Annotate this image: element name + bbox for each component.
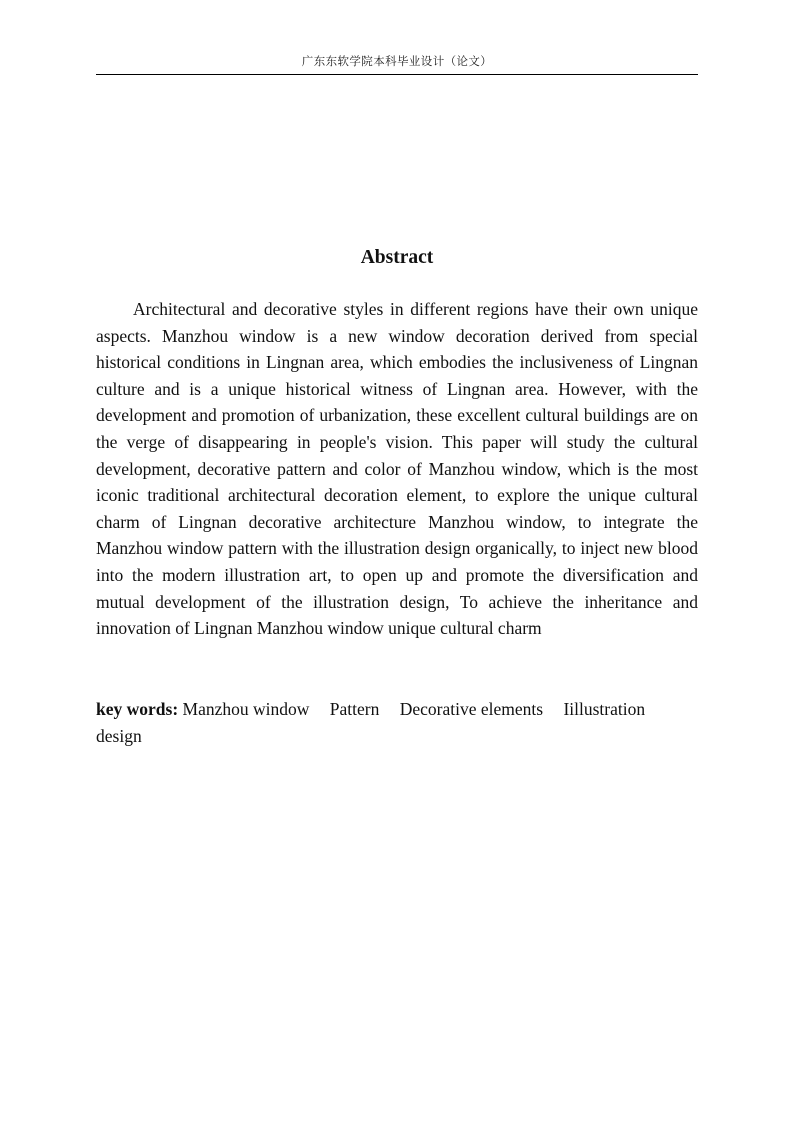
keyword-item: Iillustration design: [96, 699, 646, 746]
abstract-body: Architectural and decorative styles in different regions have their own unique aspects. Manzhou window is a new window decoration derived from special historical conditions in Lingnan area, which embodies the inclusiveness of Lingnan culture and is a unique historical witness of Lingnan area. However, with the development and promotion of urbanization, these excellent cultural buildings are on the verge of disappearing in people's vision. This paper will study the cultural development, decorative pattern and color of Manzhou window, which is the most iconic traditional architectural decoration element, to explore the unique cultural charm of Lingnan decorative architecture Manzhou window, to integrate the Manzhou window pattern with the illustration design organically, to inject new blood into the modern illustration art, to open up and promote the diversification and mutual development of the illustration design, To achieve the inheritance and innovation of Lingnan Manzhou window unique cultural charm: [96, 299, 698, 639]
keyword-item: Manzhou window: [182, 699, 310, 719]
keyword-item: Decorative elements: [399, 699, 544, 719]
abstract-title: Abstract: [360, 247, 434, 268]
keyword-item: Pattern: [329, 699, 380, 719]
keywords-line: [96, 696, 698, 749]
keywords-label: key words:: [96, 699, 179, 719]
header-text: 广东东软学院本科毕业设计（论文）: [301, 56, 493, 68]
page-header: [96, 54, 698, 75]
